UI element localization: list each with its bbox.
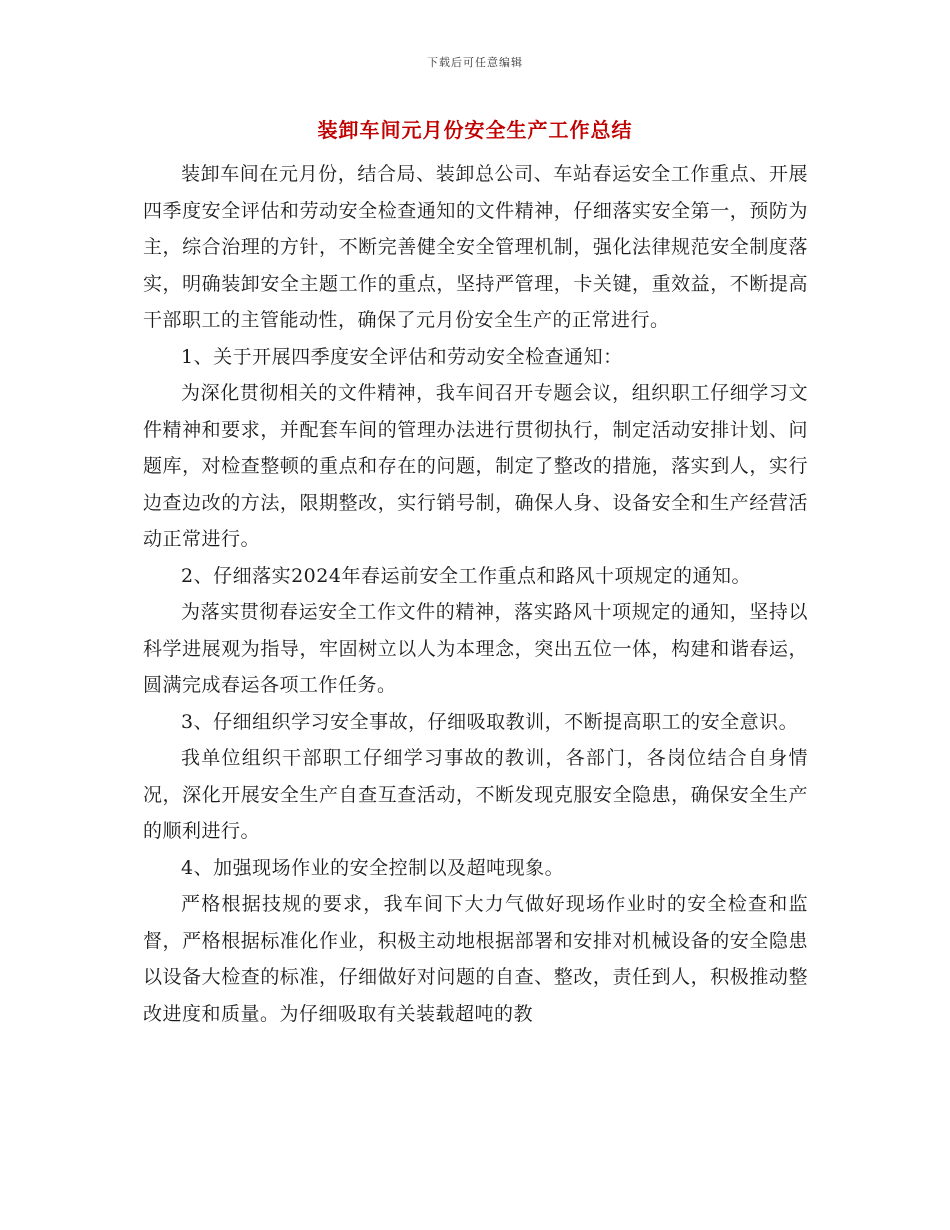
section-heading-1: 1、关于开展四季度安全评估和劳动安全检查通知：: [181, 345, 623, 368]
paragraph-section-2: 为落实贯彻春运安全工作文件的精神，落实路风十项规定的通知，坚持以科学进展观为指导，牢固树立以人为本理念，突出五位一体，构建和谐春运，圆满完成春运各项工作任务。: [143, 601, 808, 696]
paragraph-section-4: 严格根据技规的要求，我车间下大力气做好现场作业时的安全检查和监督，严格根据标准化作业，积极主动地根据部署和安排对机械设备的安全隐患以设备大检查的标准，仔细做好对问题的自查、整改，责任到人，积极推动整改进度和质量。为仔细吸取有关装载超吨的教: [143, 893, 808, 1025]
paragraph-section-3: 我单位组织干部职工仔细学习事故的教训，各部门，各岗位结合自身情况，深化开展安全生产自查互查活动，不断发现克服安全隐患，确保安全生产的顺利进行。: [143, 747, 808, 842]
section-heading-2: 2、仔细落实2024年春运前安全工作重点和路风十项规定的通知。: [181, 564, 751, 587]
header-note: 下载后可任意编辑: [427, 56, 523, 69]
section-heading-4: 4、加强现场作业的安全控制以及超吨现象。: [181, 856, 565, 879]
document-title: 装卸车间元月份安全生产工作总结: [317, 118, 633, 142]
paragraph-intro: 装卸车间在元月份，结合局、装卸总公司、车站春运安全工作重点、开展四季度安全评估和劳动安全检查通知的文件精神，仔细落实安全第一，预防为主，综合治理的方针，不断完善健全安全管理机制，强化法律规范安全制度落实，明确装卸安全主题工作的重点，坚持严管理，卡关键，重效益，不断提高干部职工的主管能动性，确保了元月份安全生产的正常进行。: [143, 163, 808, 331]
document-body: [143, 156, 808, 1032]
paragraph-section-1: 为深化贯彻相关的文件精神，我车间召开专题会议，组织职工仔细学习文件精神和要求，并配套车间的管理办法进行贯彻执行，制定活动安排计划、问题库，对检查整顿的重点和存在的问题，制定了整改的措施，落实到人，实行边查边改的方法，限期整改，实行销号制，确保人身、设备安全和生产经营活动正常进行。: [143, 382, 808, 550]
section-heading-3: 3、仔细组织学习安全事故，仔细吸取教训，不断提高职工的安全意识。: [181, 710, 799, 733]
